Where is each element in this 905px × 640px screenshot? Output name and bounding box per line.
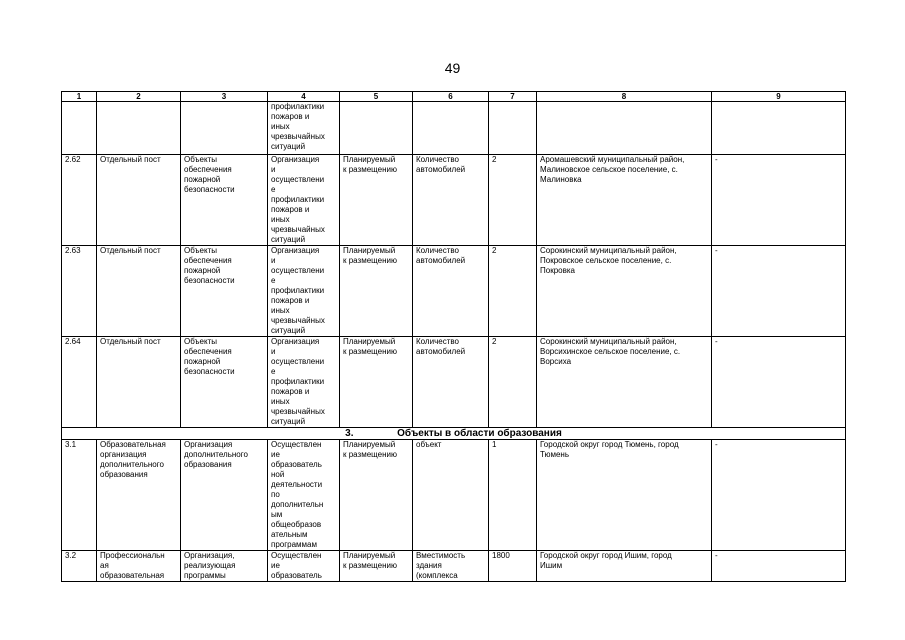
cell-text: Количество автомобилей — [416, 155, 466, 174]
table-cell-col-7 — [489, 440, 537, 551]
table-cell-col-8 — [537, 440, 712, 551]
table-cell-col-5 — [340, 337, 413, 428]
table-cell-col-1 — [62, 337, 97, 428]
cell-text: - — [715, 246, 718, 255]
cell-text: Образовательная организация дополнительного образования — [100, 440, 166, 479]
table-cell-col-7 — [489, 102, 537, 155]
column-number-7: 7 — [489, 92, 537, 102]
cell-text: - — [715, 337, 718, 346]
cell-text: 3.2 — [65, 551, 77, 560]
register-table — [61, 91, 846, 582]
table-cell-col-6 — [413, 246, 489, 337]
cell-text: Профессиональн ая образовательная — [100, 551, 165, 580]
cell-text: Планируемый к размещению — [343, 551, 397, 570]
table-row — [62, 102, 846, 155]
table-cell-col-8 — [537, 155, 712, 246]
table-cell-col-4 — [268, 155, 340, 246]
cell-text: Отдельный пост — [100, 155, 161, 164]
cell-text: Количество автомобилей — [416, 337, 466, 356]
cell-text: 2 — [492, 337, 497, 346]
table-cell-col-5 — [340, 246, 413, 337]
cell-text: 3.1 — [65, 440, 77, 449]
table-cell-col-7 — [489, 155, 537, 246]
table-cell-col-7 — [489, 551, 537, 582]
cell-text: Сорокинский муниципальный район, Ворсихинское сельское поселение, с. Ворсиха — [540, 337, 681, 366]
cell-text: Осуществлен ие образователь ной деятельности по дополнительн ым общеобразов ательным программам — [271, 440, 324, 549]
table-cell-col-4 — [268, 337, 340, 428]
table-cell-col-5 — [340, 102, 413, 155]
table-cell-col-3 — [181, 102, 268, 155]
cell-text: Планируемый к размещению — [343, 440, 397, 459]
table-row — [62, 551, 846, 582]
table-cell-col-1 — [62, 102, 97, 155]
table-cell-col-1 — [62, 551, 97, 582]
table-cell-col-4 — [268, 102, 340, 155]
table-cell-col-7 — [489, 246, 537, 337]
cell-text: профилактики пожаров и иных чрезвычайных ситуаций — [271, 102, 325, 151]
cell-text: 1800 — [492, 551, 510, 560]
table-cell-col-5 — [340, 551, 413, 582]
table-cell-col-3 — [181, 337, 268, 428]
table-cell-col-6 — [413, 102, 489, 155]
table-cell-col-3 — [181, 155, 268, 246]
cell-text: Отдельный пост — [100, 337, 161, 346]
table-cell-col-3 — [181, 440, 268, 551]
column-number-9: 9 — [712, 92, 846, 102]
table-body — [62, 102, 846, 582]
table-cell-col-7 — [489, 337, 537, 428]
table-cell-col-8 — [537, 337, 712, 428]
table-cell-col-3 — [181, 551, 268, 582]
column-number-2: 2 — [97, 92, 181, 102]
table-cell-col-4 — [268, 440, 340, 551]
table-cell-col-2 — [97, 337, 181, 428]
cell-text: Городской округ город Ишим, город Ишим — [540, 551, 672, 570]
table-row — [62, 155, 846, 246]
cell-text: Планируемый к размещению — [343, 246, 397, 265]
column-number-8: 8 — [537, 92, 712, 102]
table-cell-col-8 — [537, 246, 712, 337]
cell-text: Сорокинский муниципальный район, Покровское сельское поселение, с. Покровка — [540, 246, 677, 275]
table-row — [62, 440, 846, 551]
cell-text: - — [715, 440, 718, 449]
table-cell-col-9 — [712, 246, 846, 337]
table-row — [62, 337, 846, 428]
cell-text: Объекты обеспечения пожарной безопасности — [184, 246, 235, 285]
cell-text: 2 — [492, 155, 497, 164]
table-cell-col-9 — [712, 155, 846, 246]
cell-text: Организация и осуществлени е профилактики пожаров и иных чрезвычайных ситуаций — [271, 246, 325, 335]
table-row — [62, 246, 846, 337]
column-number-3: 3 — [181, 92, 268, 102]
table-cell-col-1 — [62, 155, 97, 246]
table-cell-col-4 — [268, 551, 340, 582]
section-title: Объекты в области образования — [397, 428, 562, 439]
table-cell-col-6 — [413, 551, 489, 582]
table-cell-col-1 — [62, 246, 97, 337]
cell-text: Городской округ город Тюмень, город Тюмень — [540, 440, 679, 459]
table-cell-col-3 — [181, 246, 268, 337]
table-cell-col-9 — [712, 337, 846, 428]
section-header-row — [62, 428, 846, 440]
cell-text: Организация и осуществлени е профилактики пожаров и иных чрезвычайных ситуаций — [271, 155, 325, 244]
column-number-6: 6 — [413, 92, 489, 102]
column-number-4: 4 — [268, 92, 340, 102]
cell-text: Аромашевский муниципальный район, Малиновское сельское поселение, с. Малиновка — [540, 155, 685, 184]
cell-text: Планируемый к размещению — [343, 155, 397, 174]
table-cell-col-2 — [97, 551, 181, 582]
table-cell-col-5 — [340, 440, 413, 551]
cell-text: Отдельный пост — [100, 246, 161, 255]
cell-text: Объекты обеспечения пожарной безопасности — [184, 337, 235, 376]
table-cell-col-4 — [268, 246, 340, 337]
table-cell-col-2 — [97, 102, 181, 155]
cell-text: Объекты обеспечения пожарной безопасности — [184, 155, 235, 194]
table-cell-col-6 — [413, 337, 489, 428]
cell-text: Планируемый к размещению — [343, 337, 397, 356]
cell-text: Организация дополнительного образования — [184, 440, 248, 469]
cell-text: - — [715, 155, 718, 164]
section-number: 3. — [345, 428, 354, 439]
column-number-row — [62, 92, 846, 102]
column-number-5: 5 — [340, 92, 413, 102]
section-header — [62, 428, 846, 440]
column-number-1: 1 — [62, 92, 97, 102]
cell-text: - — [715, 551, 718, 560]
table-cell-col-6 — [413, 155, 489, 246]
cell-text: 2.62 — [65, 155, 81, 164]
table-cell-col-8 — [537, 551, 712, 582]
cell-text: 2.63 — [65, 246, 81, 255]
table-cell-col-2 — [97, 246, 181, 337]
table-cell-col-1 — [62, 440, 97, 551]
cell-text: 2.64 — [65, 337, 81, 346]
cell-text: 1 — [492, 440, 497, 449]
table-cell-col-5 — [340, 155, 413, 246]
table-cell-col-2 — [97, 155, 181, 246]
table-cell-col-9 — [712, 551, 846, 582]
table-cell-col-6 — [413, 440, 489, 551]
page-number: 49 — [444, 60, 461, 76]
cell-text: Вместимость здания (комплекса — [416, 551, 466, 580]
table-cell-col-2 — [97, 440, 181, 551]
cell-text: 2 — [492, 246, 497, 255]
table-cell-col-8 — [537, 102, 712, 155]
table-cell-col-9 — [712, 440, 846, 551]
table-cell-col-9 — [712, 102, 846, 155]
cell-text: Организация и осуществлени е профилактики пожаров и иных чрезвычайных ситуаций — [271, 337, 325, 426]
cell-text: Организация, реализующая программы — [184, 551, 236, 580]
cell-text: объект — [416, 440, 442, 449]
cell-text: Количество автомобилей — [416, 246, 466, 265]
cell-text: Осуществлен ие образователь — [271, 551, 322, 580]
